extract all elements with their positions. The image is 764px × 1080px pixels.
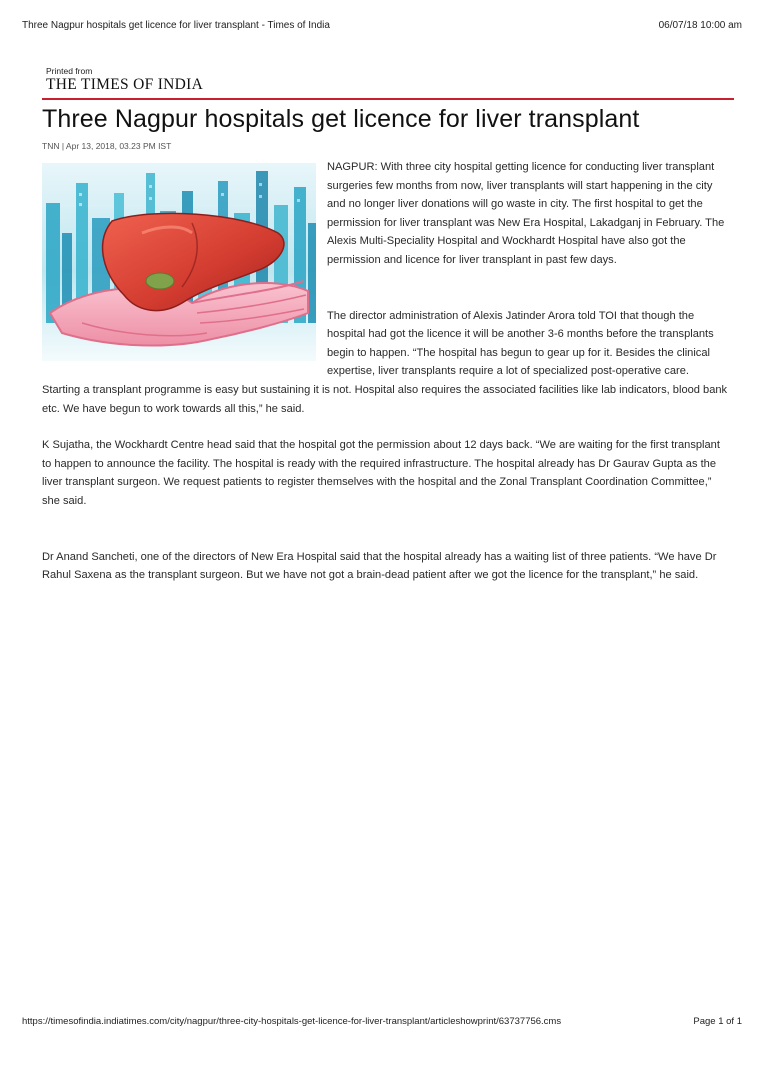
- article-byline: TNN | Apr 13, 2018, 03.23 PM IST: [42, 141, 172, 151]
- header-divider: [42, 98, 734, 100]
- print-header-title: Three Nagpur hospitals get licence for liver transplant - Times of India: [22, 20, 330, 31]
- article-body: [42, 158, 728, 585]
- article-url: https://timesofindia.indiatimes.com/city/nagpur/three-city-hospitals-get-licence-for-liver-transplant/articleshowprint/63737756.cms: [22, 1016, 562, 1027]
- article-paragraph: Dr Anand Sancheti, one of the directors of New Era Hospital said that the hospital already has a waiting list of three patients. “We have Dr Rahul Saxena as the transplant surgeon. But we have not got a brain-dead patient after we got the licence for the transplant,” he said.: [42, 550, 717, 582]
- article-paragraph: K Sujatha, the Wockhardt Centre head said that the hospital got the permission about 12 days back. “We are waiting for the first transplant to happen to announce the facility. The hospital is ready with the required infrastructure. The hospital already has Dr Gaurav Gupta as the liver transplant surgeon. We request patients to register themselves with the hospital and the Zonal Transplant Coordination Committee,” she said.: [42, 439, 720, 507]
- print-footer: [22, 1016, 742, 1027]
- print-header: [22, 20, 742, 31]
- printed-from-label: Printed from: [46, 66, 93, 76]
- article-headline: Three Nagpur hospitals get licence for liver transplant: [42, 105, 640, 133]
- page-number: Page 1 of 1: [693, 1016, 742, 1027]
- article-paragraph: The director administration of Alexis Jatinder Arora told TOI that though the hospital had got the licence it will be another 3-6 months before the transplants begin to happen. “The hospital has begun to gear up for it. Besides the clinical expertise, liver transplants require a lot of specialized post-operative care. Starting a transplant programme is easy but sustaining it is not. Hospital also requires the associated facilities like lab indicators, blood bank etc. We have begun to work towards all this,” he said.: [42, 309, 728, 415]
- print-header-datetime: 06/07/18 10:00 am: [658, 20, 742, 31]
- masthead: [46, 66, 203, 93]
- liver-in-hand-illustration: [42, 163, 316, 361]
- article-paragraph: NAGPUR: With three city hospital getting licence for conducting liver transplant surgeries few months from now, liver transplants will start happening in the city and no longer liver donations will go waste in city. The first hospital to get the permission for liver transplant was New Era Hospital, Lakadganj in February. The Alexis Multi-Speciality Hospital and Wockhardt Hospital have also got the permission and licence for liver transplant in past few days.: [327, 161, 725, 266]
- brand-logo: THE TIMES OF INDIA: [46, 76, 204, 93]
